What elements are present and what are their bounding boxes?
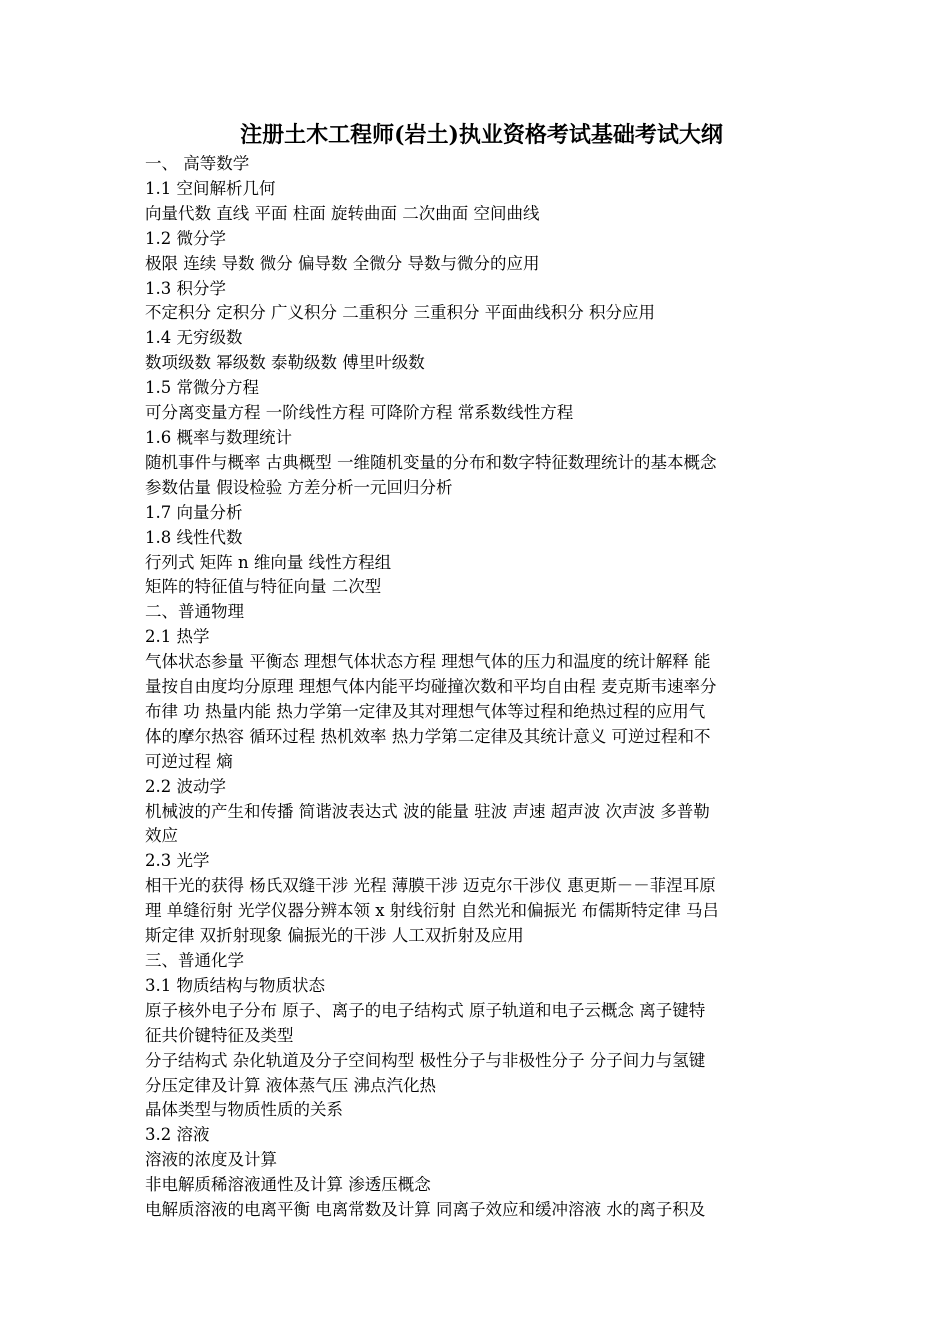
document-line: 三、普通化学 [145,951,244,970]
document-line: 电解质溶液的电离平衡 电离常数及计算 同离子效应和缓冲溶液 水的离子积及 [145,1200,706,1220]
document-line: 随机事件与概率 古典概型 一维随机变量的分布和数字特征数理统计的基本概念 [145,452,717,472]
document-line: 布律 功 热量内能 热力学第一定律及其对理想气体等过程和绝热过程的应用气 [145,701,706,721]
document-line: 1.3 积分学 [145,278,226,298]
document-line: 1.1 空间解析几何 [145,178,276,198]
document-line: 1.7 向量分析 [145,502,243,522]
document-line: 向量代数 直线 平面 柱面 旋转曲面 二次曲面 空间曲线 [145,203,540,223]
document-line: 矩阵的特征值与特征向量 二次型 [145,577,382,597]
document-line: 1.6 概率与数理统计 [145,427,292,447]
document-line: 3.2 溶液 [145,1125,210,1145]
document-line: 2.1 热学 [145,627,210,647]
document-line: 溶液的浓度及计算 [145,1150,277,1170]
document-line: 晶体类型与物质性质的关系 [145,1100,343,1120]
document-line: 1.4 无穷级数 [145,328,243,348]
document-line: 1.8 线性代数 [145,527,243,547]
document-line: 相干光的获得 杨氏双缝干涉 光程 薄膜干涉 迈克尔干涉仪 惠更斯－－菲涅耳原 [145,876,716,896]
document-line: 分压定律及计算 液体蒸气压 沸点汽化热 [145,1075,436,1095]
document-line: 非电解质稀溶液通性及计算 渗透压概念 [145,1175,431,1195]
document-body [145,152,810,1223]
document-line: 极限 连续 导数 微分 偏导数 全微分 导数与微分的应用 [145,253,540,273]
document-line: 气体状态参量 平衡态 理想气体状态方程 理想气体的压力和温度的统计解释 能 [145,652,711,672]
document-page [145,118,810,1223]
document-line: 量按自由度均分原理 理想气体内能平均碰撞次数和平均自由程 麦克斯韦速率分 [145,677,717,697]
document-title: 注册土木工程师(岩土)执业资格考试基础考试大纲 [240,122,723,148]
document-line: 2.2 波动学 [145,776,226,796]
document-line: 不定积分 定积分 广义积分 二重积分 三重积分 平面曲线积分 积分应用 [145,303,655,323]
document-line: 斯定律 双折射现象 偏振光的干涉 人工双折射及应用 [145,926,524,946]
document-line: 效应 [145,826,178,846]
document-line: 可分离变量方程 一阶线性方程 可降阶方程 常系数线性方程 [145,403,574,423]
document-line: 二、普通物理 [145,602,244,622]
document-line: 参数估量 假设检验 方差分析一元回归分析 [145,477,453,497]
document-line: 1.2 微分学 [145,228,226,248]
document-line: 可逆过程 熵 [145,751,233,771]
document-line: 一、 高等数学 [145,154,250,173]
document-line: 行列式 矩阵 n 维向量 线性方程组 [145,552,392,572]
document-line: 机械波的产生和传播 简谐波表达式 波的能量 驻波 声速 超声波 次声波 多普勒 [145,801,710,821]
document-line: 理 单缝衍射 光学仪器分辨本领 x 射线衍射 自然光和偏振光 布儒斯特定律 马吕 [145,901,720,921]
document-line: 分子结构式 杂化轨道及分子空间构型 极性分子与非极性分子 分子间力与氢键 [145,1050,706,1070]
document-line: 1.5 常微分方程 [145,378,259,398]
document-line: 数项级数 幂级数 泰勒级数 傅里叶级数 [145,353,425,373]
document-line: 2.3 光学 [145,851,210,871]
document-line: 3.1 物质结构与物质状态 [145,975,325,995]
document-line: 原子核外电子分布 原子、离子的电子结构式 原子轨道和电子云概念 离子键特 [145,1000,706,1020]
document-line: 征共价键特征及类型 [145,1025,294,1045]
document-line: 体的摩尔热容 循环过程 热机效率 热力学第二定律及其统计意义 可逆过程和不 [145,726,711,746]
